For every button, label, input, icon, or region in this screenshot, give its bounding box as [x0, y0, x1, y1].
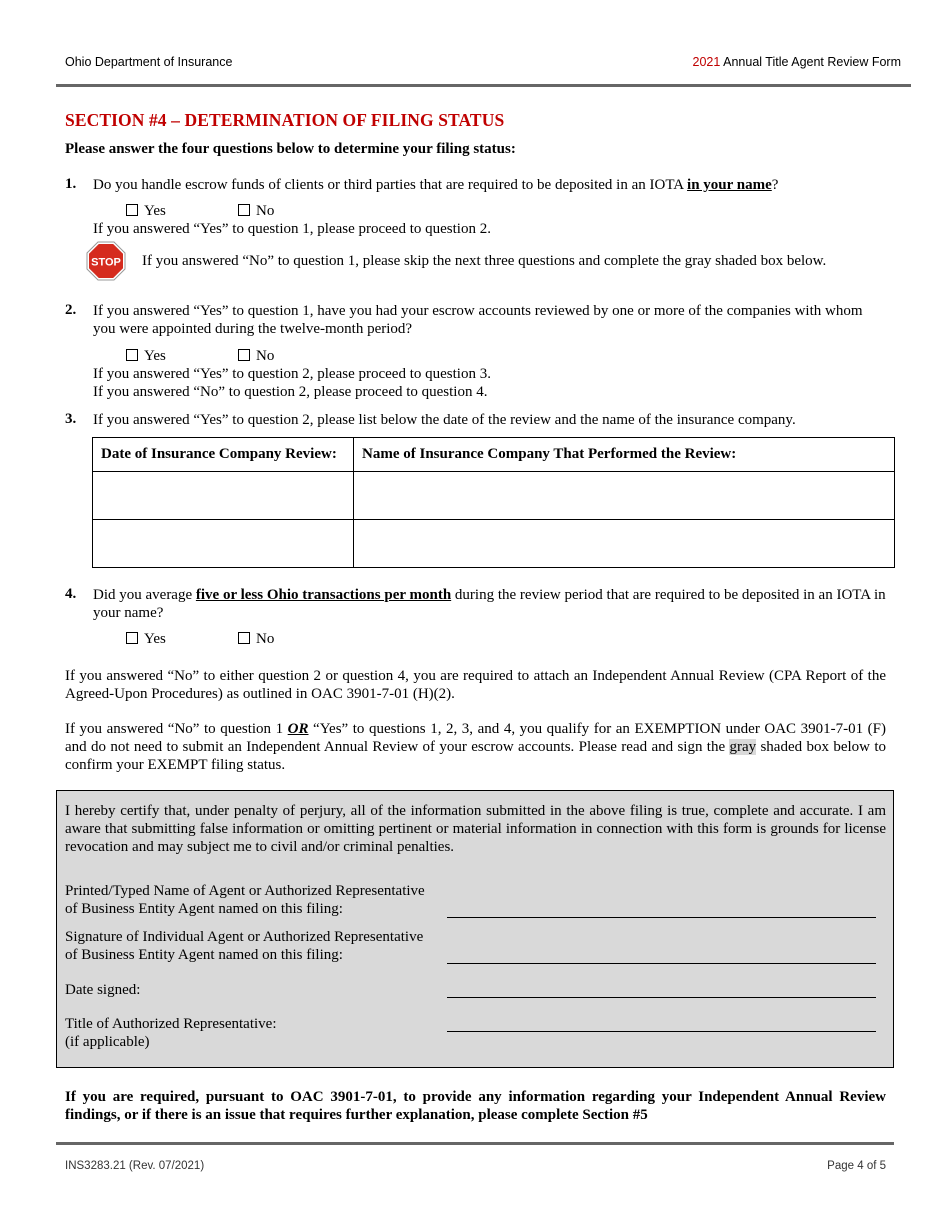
q2-note-no: If you answered “No” to question 2, please proceed to question 4. [93, 384, 488, 400]
q2-yes-option[interactable] [126, 348, 166, 365]
company-name-cell-1[interactable] [354, 472, 895, 520]
rep-title-label [65, 1015, 277, 1051]
header-year: 2021 [692, 55, 721, 69]
review-table [92, 437, 895, 568]
section5-note: If you are required, pursuant to OAC 3901-7-01, to provide any information regarding your Independent Annual Review findings, or if there is an issue that requires further explanation, please complete Section #5 [65, 1089, 886, 1123]
q4-text-after: during the review period that are required to be deposited in an IOTA in your name? [93, 587, 886, 621]
q1-yes-option[interactable] [126, 203, 166, 220]
table-col-company: Name of Insurance Company That Performed the Review: [354, 438, 895, 472]
q2-text: If you answered “Yes” to question 1, have you had your escrow accounts reviewed by one or more of the companies with whom you were appointed during the twelve-month period? [93, 303, 863, 337]
signature-field[interactable] [447, 963, 876, 964]
q1-text-after: ? [771, 177, 779, 193]
review-date-cell-2[interactable] [93, 520, 354, 568]
stop-sign-icon [86, 241, 126, 281]
signature-label-line1: Signature of Individual Agent or Authorized Representative [65, 929, 424, 945]
header-form-name: Annual Title Agent Review Form [723, 55, 901, 69]
q4-text [93, 586, 888, 622]
table-header-row [93, 438, 895, 472]
q4-yes-label: Yes [144, 631, 166, 647]
q4-yes-checkbox[interactable] [126, 632, 138, 644]
review-date-cell-1[interactable] [93, 472, 354, 520]
q4-yes-option[interactable] [126, 631, 166, 648]
q2-no-option[interactable] [238, 348, 274, 365]
exemption-gray-word: gray [729, 739, 757, 755]
q2-note-yes: If you answered “Yes” to question 2, please proceed to question 3. [93, 366, 491, 382]
q1-yes-checkbox[interactable] [126, 204, 138, 216]
exemption-text-b: “Yes” to questions 1, 2, 3, and 4, you qualify for an EXEMPTION under OAC 3901-7-01 (F) and do not need to submit an Independent Annual Review of your escrow accounts. Please read and sign the [65, 721, 886, 755]
rep-title-field[interactable] [447, 1031, 876, 1032]
footer-page-number: Page 4 of 5 [827, 1160, 886, 1172]
q4-no-label: No [256, 631, 275, 647]
q1-text-emph: in your name [687, 177, 772, 193]
q1-text-before: Do you handle escrow funds of clients or third parties that are required to be deposited in an IOTA [93, 177, 688, 193]
q3-number: 3. [65, 411, 77, 427]
date-signed-label: Date signed: [65, 982, 141, 998]
table-row [93, 472, 895, 520]
printed-name-label-line1: Printed/Typed Name of Agent or Authorized Representative [65, 883, 425, 899]
q2-no-label: No [256, 348, 275, 364]
printed-name-field[interactable] [447, 917, 876, 918]
q1-note-no: If you answered “No” to question 1, please skip the next three questions and complete the gray shaded box below. [142, 253, 827, 269]
attach-review-paragraph: If you answered “No” to either question 2 or question 4, you are required to attach an Independent Annual Review (CPA Report of the Agreed-Upon Procedures) as outlined in OAC 3901-7-01 (H)(2). [65, 668, 886, 702]
header-form-title [693, 55, 901, 69]
exemption-text-a: If you answered “No” to question 1 [65, 721, 288, 737]
date-signed-field[interactable] [447, 997, 876, 998]
exemption-paragraph [65, 720, 886, 774]
header-rule [56, 84, 911, 87]
q1-no-label: No [256, 203, 275, 219]
footer-form-id: INS3283.21 (Rev. 07/2021) [65, 1160, 205, 1172]
company-name-cell-2[interactable] [354, 520, 895, 568]
q1-text [93, 176, 888, 194]
q4-no-option[interactable] [238, 631, 274, 648]
table-row [93, 520, 895, 568]
printed-name-label [65, 882, 425, 918]
q2-yes-checkbox[interactable] [126, 349, 138, 361]
footer-rule [56, 1142, 894, 1145]
q2-no-checkbox[interactable] [238, 349, 250, 361]
table-col-date: Date of Insurance Company Review: [93, 438, 354, 472]
rep-title-label-line2: (if applicable) [65, 1034, 150, 1050]
rep-title-label-line1: Title of Authorized Representative: [65, 1016, 277, 1032]
section-intro: Please answer the four questions below to determine your filing status: [65, 141, 516, 157]
stop-sign-label: STOP [91, 256, 121, 269]
q1-yes-label: Yes [144, 203, 166, 219]
q2-number: 2. [65, 302, 77, 318]
signature-label-line2: of Business Entity Agent named on this filing: [65, 947, 343, 963]
signature-label [65, 928, 423, 964]
q1-no-option[interactable] [238, 203, 274, 220]
header-agency: Ohio Department of Insurance [65, 55, 233, 69]
exemption-or: OR [287, 721, 309, 737]
certification-text: I hereby certify that, under penalty of perjury, all of the information submitted in the above filing is true, complete and accurate. I am aware that submitting false information or omitting pertinent or material information in connection with this form is grounds for license revocation and may subject me to civil and/or criminal penalties. [65, 803, 886, 855]
section-title: SECTION #4 – DETERMINATION OF FILING STATUS [65, 110, 505, 130]
q1-number: 1. [65, 176, 77, 192]
printed-name-label-line2: of Business Entity Agent named on this filing: [65, 901, 343, 917]
q4-text-before: Did you average [93, 587, 196, 603]
q1-no-checkbox[interactable] [238, 204, 250, 216]
q4-no-checkbox[interactable] [238, 632, 250, 644]
q4-text-emph: five or less Ohio transactions per month [195, 587, 452, 603]
q2-yes-label: Yes [144, 348, 166, 364]
q3-text: If you answered “Yes” to question 2, please list below the date of the review and the name of the insurance company. [93, 412, 796, 428]
q1-note-yes: If you answered “Yes” to question 1, please proceed to question 2. [93, 221, 491, 237]
exemption-text-c: shaded box below to confirm your EXEMPT filing status. [65, 739, 886, 773]
q4-number: 4. [65, 586, 77, 602]
